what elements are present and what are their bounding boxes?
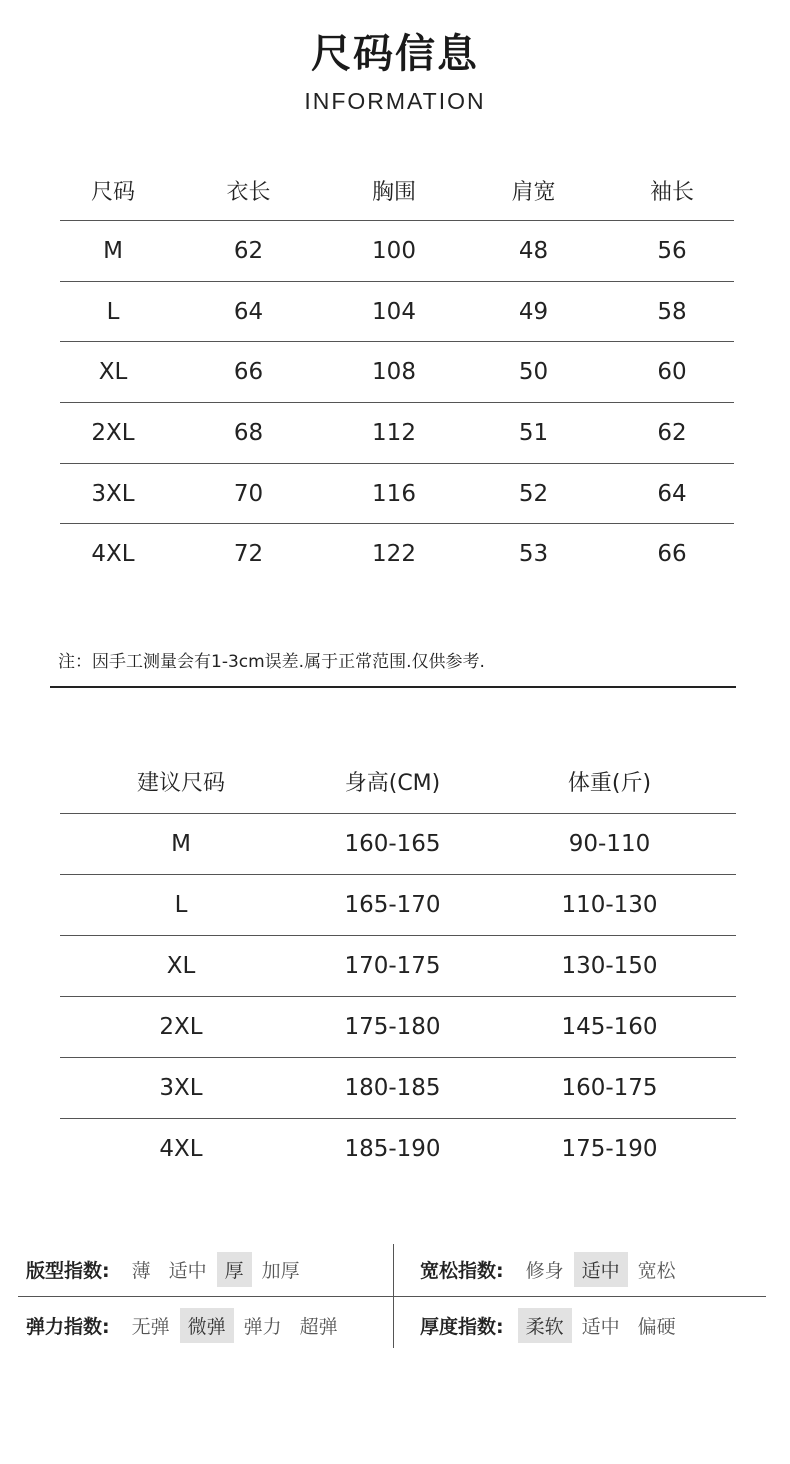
index-label: 版型指数: xyxy=(26,1259,110,1282)
table-cell: L xyxy=(60,875,302,936)
table-cell: 68 xyxy=(166,403,331,464)
table-cell: 66 xyxy=(610,524,734,584)
table-cell: 52 xyxy=(457,463,610,524)
table-cell: M xyxy=(60,221,166,282)
table-cell: 62 xyxy=(166,221,331,282)
table-cell: 130-150 xyxy=(483,936,736,997)
measurement-note: 注：因手工测量会有1-3cm误差.属于正常范围.仅供参考. xyxy=(58,652,485,672)
table-cell: 2XL xyxy=(60,403,166,464)
table-cell: 64 xyxy=(166,281,331,342)
table-cell: 4XL xyxy=(60,1119,302,1180)
index-panel-divider-horizontal xyxy=(18,1296,766,1297)
table-cell: XL xyxy=(60,936,302,997)
table-row xyxy=(60,936,736,997)
table-cell: 108 xyxy=(331,342,457,403)
index-option: 柔软 xyxy=(518,1308,572,1343)
table-cell: XL xyxy=(60,342,166,403)
section-divider xyxy=(50,686,736,688)
table-row xyxy=(60,814,736,875)
index-label: 厚度指数: xyxy=(420,1315,504,1338)
table-row xyxy=(60,403,734,464)
index-option: 厚 xyxy=(217,1252,252,1287)
index-option: 超弹 xyxy=(299,1315,338,1338)
index-option: 适中 xyxy=(168,1259,207,1282)
index-option: 微弹 xyxy=(180,1308,234,1343)
table-row xyxy=(60,221,734,282)
table-cell: 60 xyxy=(610,342,734,403)
header-cell: 肩宽 xyxy=(511,179,556,205)
size-table xyxy=(60,160,734,584)
table-cell: 160-175 xyxy=(483,1058,736,1119)
table-cell: 49 xyxy=(457,281,610,342)
table-cell: 4XL xyxy=(60,524,166,584)
table-cell: 3XL xyxy=(60,463,166,524)
index-option: 修身 xyxy=(525,1259,564,1282)
table-cell: 185-190 xyxy=(302,1119,483,1180)
header-cell: 袖长 xyxy=(649,179,694,205)
index-option: 偏硬 xyxy=(637,1315,676,1338)
index-option: 加厚 xyxy=(261,1259,300,1282)
table-row xyxy=(60,463,734,524)
table-row xyxy=(60,524,734,584)
table-cell: 90-110 xyxy=(483,814,736,875)
index-option: 弹力 xyxy=(243,1315,282,1338)
table-cell: 110-130 xyxy=(483,875,736,936)
header-cell: 建议尺码 xyxy=(136,771,225,796)
table-cell: 66 xyxy=(166,342,331,403)
table-row xyxy=(60,281,734,342)
table-row xyxy=(60,997,736,1058)
table-cell: M xyxy=(60,814,302,875)
header-cell: 衣长 xyxy=(226,179,271,205)
table-cell: 50 xyxy=(457,342,610,403)
page-subtitle: INFORMATION xyxy=(304,88,486,114)
table-cell: 53 xyxy=(457,524,610,584)
header-cell: 尺码 xyxy=(90,179,135,205)
table-cell: 104 xyxy=(331,281,457,342)
table-cell: 100 xyxy=(331,221,457,282)
looseness-index xyxy=(420,1244,686,1294)
table-cell: 170-175 xyxy=(302,936,483,997)
header-cell: 身高(CM) xyxy=(344,771,441,796)
table-cell: 72 xyxy=(166,524,331,584)
index-option: 适中 xyxy=(581,1315,620,1338)
table-cell: 122 xyxy=(331,524,457,584)
table-cell: 112 xyxy=(331,403,457,464)
header-cell: 体重(斤) xyxy=(567,771,652,796)
table-row xyxy=(60,342,734,403)
table-cell: 160-165 xyxy=(302,814,483,875)
table-row xyxy=(60,1119,736,1180)
index-option: 无弹 xyxy=(131,1315,170,1338)
page-title: 尺码信息 xyxy=(311,31,479,77)
index-row-2 xyxy=(0,1300,790,1350)
table-row xyxy=(60,1058,736,1119)
index-label: 宽松指数: xyxy=(420,1259,504,1282)
table-cell: 175-180 xyxy=(302,997,483,1058)
index-option: 宽松 xyxy=(637,1259,676,1282)
table-cell: 51 xyxy=(457,403,610,464)
index-row-1 xyxy=(0,1244,790,1294)
recommend-table xyxy=(60,750,736,1179)
table-cell: 3XL xyxy=(60,1058,302,1119)
index-option: 薄 xyxy=(131,1259,151,1282)
thickness-index xyxy=(420,1300,686,1350)
fit-type-index xyxy=(26,1244,310,1294)
elasticity-index xyxy=(26,1300,348,1350)
index-label: 弹力指数: xyxy=(26,1315,110,1338)
table-cell: 2XL xyxy=(60,997,302,1058)
table-cell: 175-190 xyxy=(483,1119,736,1180)
table-cell: 145-160 xyxy=(483,997,736,1058)
table-cell: 56 xyxy=(610,221,734,282)
index-option: 适中 xyxy=(574,1252,628,1287)
header-cell: 胸围 xyxy=(371,179,416,205)
table-cell: 180-185 xyxy=(302,1058,483,1119)
recommend-table-header xyxy=(60,750,736,814)
table-cell: 64 xyxy=(610,463,734,524)
table-cell: 58 xyxy=(610,281,734,342)
table-cell: 70 xyxy=(166,463,331,524)
table-cell: 62 xyxy=(610,403,734,464)
size-table-header xyxy=(60,160,734,221)
table-cell: 165-170 xyxy=(302,875,483,936)
table-cell: 48 xyxy=(457,221,610,282)
table-row xyxy=(60,875,736,936)
table-cell: L xyxy=(60,281,166,342)
table-cell: 116 xyxy=(331,463,457,524)
